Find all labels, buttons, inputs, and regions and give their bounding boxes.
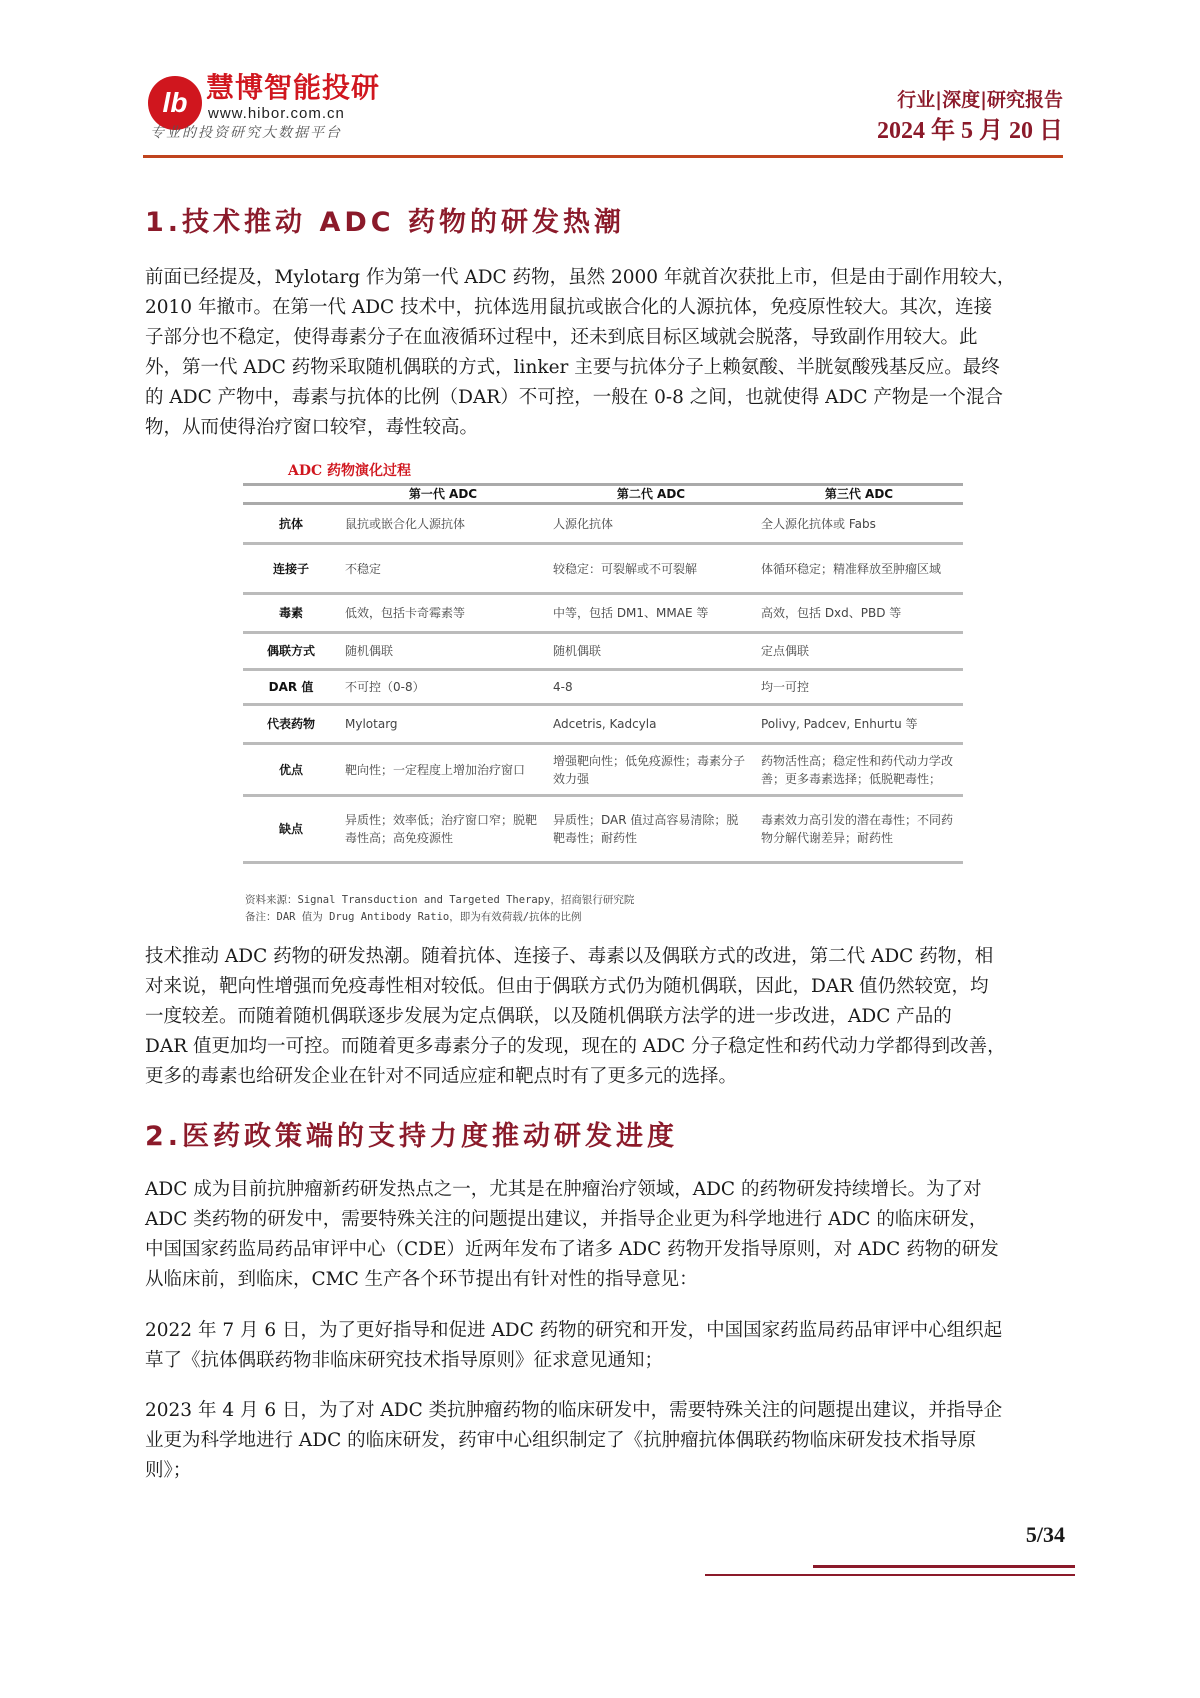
text-line: 中国国家药监局药品审评中心（CDE）近两年发布了诸多 ADC 药物开发指导原则，对 ADC 药物的研发 (145, 1239, 999, 1260)
table-cell: 鼠抗或嵌合化人源抗体 (339, 504, 547, 544)
table-cell: 全人源化抗体或 Fabs (755, 504, 963, 544)
text-line: 对来说，靶向性增强而免疫毒性相对较低。但由于偶联方式仍为随机偶联，因此，DAR 值仍然较宽，均 (145, 976, 989, 997)
table-row (243, 544, 963, 594)
header-divider (143, 155, 1063, 158)
table-cell: Mylotarg (339, 705, 547, 744)
hibor-logo-icon: lb (148, 76, 202, 130)
table-cell: 低效，包括卡奇霉素等 (339, 594, 547, 633)
table-cell: 不可控（0-8） (339, 670, 547, 705)
section-2-paragraph-1 (145, 1175, 1075, 1295)
report-date: 2024 年 5 月 20 日 (877, 118, 1063, 144)
row-label: 偶联方式 (243, 633, 339, 670)
adc-evolution-table (243, 483, 963, 864)
row-label: 抗体 (243, 504, 339, 544)
table-cell: 4-8 (547, 670, 755, 705)
table-cell: 均一可控 (755, 670, 963, 705)
table-cell: 毒素效力高引发的潜在毒性；不同药物分解代谢差异；耐药性 (755, 796, 963, 863)
table-source: 资料来源：Signal Transduction and Targeted Therapy，招商银行研究院 (245, 894, 635, 906)
text-line: DAR 值更加均一可控。而随着更多毒素分子的发现，现在的 ADC 分子稳定性和药代动力学都得到改善， (145, 1036, 1006, 1057)
table-row (243, 744, 963, 796)
text-line: 草了《抗体偶联药物非临床研究技术指导原则》征求意见通知； (145, 1350, 664, 1371)
text-line: 2022 年 7 月 6 日，为了更好指导和促进 ADC 药物的研究和开发，中国国家药监局药品审评中心组织起 (145, 1320, 1003, 1341)
table-cell: 异质性；效率低；治疗窗口窄；脱靶毒性高；高免疫源性 (339, 796, 547, 863)
section-2-title: 2.医药政策端的支持力度推动研发进度 (145, 1121, 679, 1152)
table-header-row (243, 485, 963, 504)
text-line: 的 ADC 产物中，毒素与抗体的比例（DAR）不可控，一般在 0-8 之间，也就使得 ADC 产物是一个混合 (145, 387, 1003, 408)
section-2-paragraph-3 (145, 1396, 1075, 1486)
text-line: 前面已经提及，Mylotarg 作为第一代 ADC 药物，虽然 2000 年就首次获批上市，但是由于副作用较大， (145, 267, 1016, 288)
section-1-paragraph-2 (145, 942, 1075, 1092)
text-line: 从临床前，到临床，CMC 生产各个环节提出有针对性的指导意见： (145, 1269, 698, 1290)
table-cell: 随机偶联 (547, 633, 755, 670)
row-label: 优点 (243, 744, 339, 796)
table-cell: 异质性；DAR 值过高容易清除；脱靶毒性；耐药性 (547, 796, 755, 863)
table-row (243, 670, 963, 705)
table-cell: 体循环稳定；精准释放至肿瘤区域 (755, 544, 963, 594)
logo-url: www.hibor.com.cn (208, 105, 345, 122)
text-line: ADC 成为目前抗肿瘤新药研发热点之一，尤其是在肿瘤治疗领域，ADC 的药物研发持续增长。为了对 (145, 1179, 982, 1200)
footer-rule (705, 1574, 1075, 1576)
text-line: 一度较差。而随着随机偶联逐步发展为定点偶联，以及随机偶联方法学的进一步改进，ADC 产品的 (145, 1006, 952, 1027)
report-type: 行业|深度|研究报告 (897, 89, 1063, 111)
row-label: 缺点 (243, 796, 339, 863)
footer-rule (813, 1565, 1075, 1568)
section-1-title: 1.技术推动 ADC 药物的研发热潮 (145, 207, 625, 238)
row-label: DAR 值 (243, 670, 339, 705)
text-line: 子部分也不稳定，使得毒素分子在血液循环过程中，还未到底目标区域就会脱落，导致副作用较大。此 (145, 327, 978, 348)
text-line: 技术推动 ADC 药物的研发热潮。随着抗体、连接子、毒素以及偶联方式的改进，第二代 ADC 药物，相 (145, 946, 994, 967)
table-row (243, 633, 963, 670)
table-cell: 随机偶联 (339, 633, 547, 670)
text-line: 2010 年撤市。在第一代 ADC 技术中，抗体选用鼠抗或嵌合化的人源抗体，免疫原性较大。其次，连接 (145, 297, 993, 318)
table-header: 第一代 ADC (339, 485, 547, 504)
table-row (243, 796, 963, 863)
text-line: 物，从而使得治疗窗口较窄，毒性较高。 (145, 417, 479, 438)
table-header: 第三代 ADC (755, 485, 963, 504)
page-number: 5/34 (1025, 1522, 1065, 1547)
table-cell: 人源化抗体 (547, 504, 755, 544)
text-line: 业更为科学地进行 ADC 的临床研发，药审中心组织制定了《抗肿瘤抗体偶联药物临床研发技术指导原 (145, 1430, 977, 1451)
table-cell: 靶向性；一定程度上增加治疗窗口 (339, 744, 547, 796)
logo-slogan: 专业的投资研究大数据平台 (150, 125, 342, 141)
text-line: 2023 年 4 月 6 日，为了对 ADC 类抗肿瘤药物的临床研发中，需要特殊关注的问题提出建议，并指导企 (145, 1400, 1003, 1421)
table-cell: 增强靶向性；低免疫源性；毒素分子效力强 (547, 744, 755, 796)
table-row (243, 504, 963, 544)
text-line: 则》； (145, 1460, 192, 1481)
row-label: 毒素 (243, 594, 339, 633)
table-cell: 不稳定 (339, 544, 547, 594)
table-row (243, 705, 963, 744)
table-caption: ADC 药物演化过程 (288, 463, 412, 479)
table-cell: 定点偶联 (755, 633, 963, 670)
table-header: 第二代 ADC (547, 485, 755, 504)
text-line: 更多的毒素也给研发企业在针对不同适应症和靶点时有了更多元的选择。 (145, 1066, 738, 1087)
table-cell: Adcetris, Kadcyla (547, 705, 755, 744)
text-line: 外，第一代 ADC 药物采取随机偶联的方式，linker 主要与抗体分子上赖氨酸、半胱氨酸残基反应。最终 (145, 357, 1000, 378)
logo-name: 慧博智能投研 (206, 71, 381, 104)
table-cell: 药物活性高；稳定性和药代动力学改善；更多毒素选择；低脱靶毒性； (755, 744, 963, 796)
table-header (243, 485, 339, 504)
table-cell: 较稳定：可裂解或不可裂解 (547, 544, 755, 594)
table-cell: 高效，包括 Dxd、PBD 等 (755, 594, 963, 633)
section-1-paragraph-1 (145, 263, 1075, 443)
table-note: 备注：DAR 值为 Drug Antibody Ratio，即为有效荷载/抗体的比例 (245, 911, 582, 923)
section-2-paragraph-2 (145, 1316, 1075, 1376)
table-row (243, 594, 963, 633)
table-cell: Polivy, Padcev, Enhurtu 等 (755, 705, 963, 744)
row-label: 连接子 (243, 544, 339, 594)
table-cell: 中等，包括 DM1、MMAE 等 (547, 594, 755, 633)
row-label: 代表药物 (243, 705, 339, 744)
text-line: ADC 类药物的研发中，需要特殊关注的问题提出建议，并指导企业更为科学地进行 ADC 的临床研发， (145, 1209, 988, 1230)
